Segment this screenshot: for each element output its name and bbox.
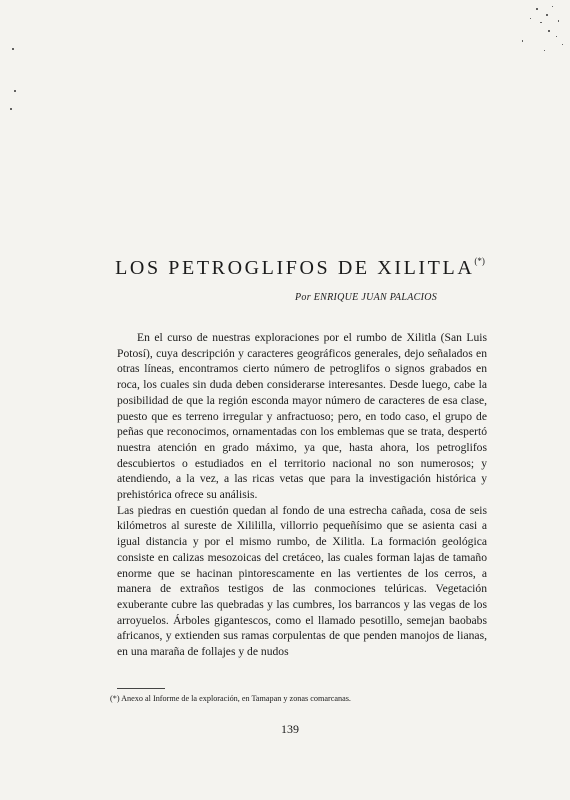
- article-title-text: LOS PETROGLIFOS DE XILITLA: [115, 257, 475, 279]
- paragraph-1: En el curso de nuestras exploraciones por el rumbo de Xilitla (San Luis Potosí), cuya descripción y caracteres geográficos generales, dejo señalados en otras líneas, encontramos cierto número de petroglifos o signos grabados en roca, los cuales sin duda deben considerarse interesantes. Desde luego, cabe la posibilidad de que la región esconda mayor número de caracteres de esa clase, puesto que es terreno irregular y anfractuoso; pero, en todo caso, el grupo de peñas que reconocimos, ornamentadas con los emblemas que se trata, despertó nuestra atención en grado máximo, ya que, hasta ahora, los petroglifos descubiertos o estudiados en el territorio nacional no son numerosos; y atendiendo, a la vez, a las ricas vetas que para la investigación histórica y prehistórica ofrece su análisis.: [117, 331, 487, 502]
- footnote-rule: [117, 688, 165, 689]
- page-number: 139: [281, 722, 299, 736]
- article-title: [100, 256, 500, 280]
- footnote: (*) Anexo al Informe de la exploración, en Tamapan y zonas comarcanas.: [110, 694, 351, 703]
- author-byline: Por ENRIQUE JUAN PALACIOS: [295, 292, 438, 303]
- title-footnote-mark: (*): [474, 256, 485, 266]
- article-body: [117, 330, 487, 660]
- paragraph-2: Las piedras en cuestión quedan al fondo de una estrecha cañada, cosa de seis kilómetros al sureste de Xilililla, villorrio pequeñísimo que se asienta casi a igual distancia y por el mismo rumbo, de Xilitla. La formación geológica consiste en calizas mesozoicas del cretáceo, las cuales forman lajas de tamaño enorme que se hacinan pintorescamente en las vertientes de los cerros, a manera de extraños testigos de las conmociones telúricas. Vegetación exuberante cubre las quebradas y las cumbres, los barrancos y las vegas de los arroyuelos. Árboles gigantescos, como el llamado pesotillo, semejan baobabs africanos, y extienden sus ramas corpulentas de que penden manojos de lianas, en una maraña de follajes y de nudos: [117, 503, 487, 659]
